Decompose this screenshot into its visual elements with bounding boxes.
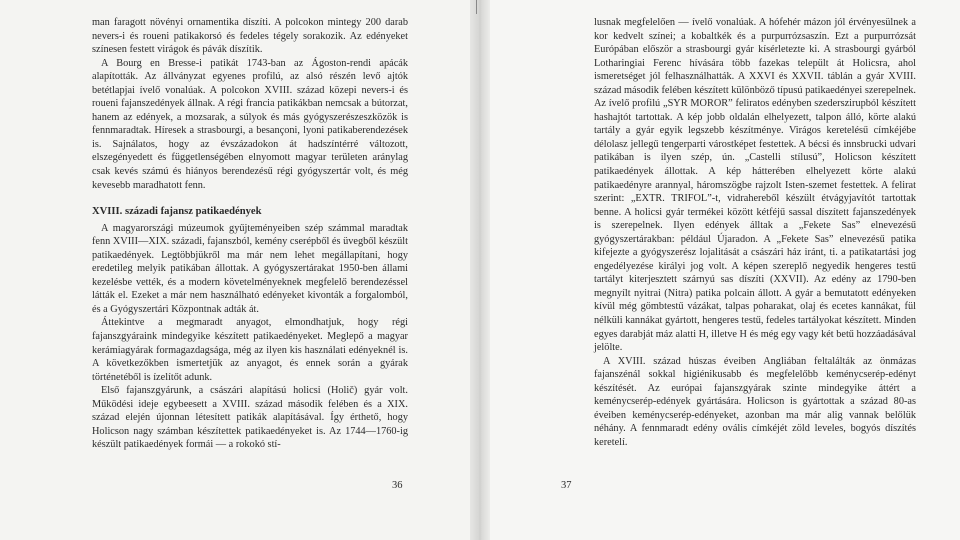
paragraph: A magyarországi múzeumok gyűjteményeiben szép számmal maradtak fenn XVIII—XIX. századi, fajanszból, kemény cserépből és üvegből készült patikaedények. Legtöbbjükről ma már nem lehet megállapítani, hogy eredetileg melyik patikában állottak. A gyógyszertárakat 1950-ben állami kezelésbe vették, és a modern követelményeknek megfelelő berendezéssel látták el. Ezeket a már nem használható edényeket kivonták a forgalomból, és a Gyógyszertári Központnak adták át. (92, 222, 408, 315)
right-text-column (594, 16, 916, 450)
page-number: 36 (392, 480, 403, 491)
page-number: 37 (561, 480, 572, 491)
left-text-column (92, 16, 408, 452)
paragraph: Áttekintve a megmaradt anyagot, elmondhatjuk, hogy régi fajanszgyáraink mindegyike készített patikaedényeket. Meglepő a magyar kerámiagyárak formagazdagsága, még az ilyen kis használati edényeknél is. A következőkben ismertetjük az anyagot, és ennek során a gyárak történetéből is ízelítőt adunk. (92, 317, 408, 383)
gutter-crease-mark (476, 0, 477, 14)
paragraph: A XVIII. század húszas éveiben Angliában feltalálták az önmázas fajanszénál sokkal higiénikusabb és megfelelőbb keménycserép-edényt készítését. Az európai fajanszgyárak szinte mindegyike áttért a keménycserép-edények gyártására. Holicson is gyártottak a század 80-as éveiben keménycserép-edényeket, azonban ma már alig vannak belőlük néhány. A fennmaradt edény ovális címkéjét zöld leveles, bogyós díszítés keretelí. (594, 355, 916, 448)
paragraph: lusnak megfelelően — ívelő vonalúak. A hófehér mázon jól érvényesülnek a kor kedvelt színei; a kobaltkék és a purpurrózsaszín. Ezt a purpurrózsát Európában először a strasbourgi gyár kísérletezte ki. A strasbourgi gyárból Lotharingiai Ferenc hívására több fazekas települt át Holicsra, ahol ismeretséget jól felhasználhatták. A XXVI és XXVII. táblán a gyár XVIII. század második felében készített különböző típusú patikaedényei szerepelnek. Az ívelő profilú „SYR MOROR” feliratos edényben szederszirupból készített hashajtót tartottak. A kép jobb oldalán elhelyezett, talpon álló, körte alakú tartály a gyár egyik legszebb készítménye. Virágos keretelésű címkéjébe délolasz jellegű tengerparti várostképet festettek. A bécsi és innsbrucki udvari patikában is ilyen szép, ún. „Castelli stílusú”, Holicson készített patikaedények állottak. A kép hátterében elhelyezett körte alakú patikaedényre arannyal, háromszögbe rajzolt Isten-szemet festettek. A felirat szerint: „EXTR. TRIFOL”-t, vidrahereből készült étvágyjavítót tartottak benne. A holicsi gyár termékei között kétféjű sassal díszített fajanszedények is szerepelnek. Ilyen edények álltak a „Fekete Sas” elnevezésű gyógyszertárakban: például Újaradon. A „Fekete Sas” elnevezésű patika kifejezte a gyógyszerész lojalitását a császári ház iránt, ti. a patikatartási jog engedélyezése királyi jog volt. A képen szereplő negyedik hengeres testű tartályt kiterjesztett szárnyú sas díszíti (XXVII). Az edény az 1790-ben megnyílt nyitrai (Nitra) patika polcain állott. A gyár a bemutatott edényeken kívül még gömbtestű vázákat, talpas poharakat, olaj és ecetes kannákat, fül nélküli kannákat gyártott, hengeres testű, fedeles tartályokat készített. Minden egyes darabját máz alatti H, illetve H és még egy vagy két betű hozzáadásával jelölte. (594, 17, 916, 354)
paragraph: Első fajanszgyárunk, a császári alapítású holicsi (Holič) gyár volt. Működési ideje egybeesett a XVIII. század második felében és a XIX. század elején újonnan létesített patikák alapításával. Így érthető, hogy Holicson nagy számban készítettek patikaedényeket is. Az 1744—1760-ig készült patikaedények formái — a rokokó stí- (92, 385, 408, 451)
paragraph: A Bourg en Bresse-i patikát 1743-ban az Ágoston-rendi apácák alapították. Az állványzat egyenes profilú, az alsó részén levő ajtók betétlapjai ívelő vonalúak. A polcokon XVIII. század közepi nevers-i és roueni fajanszedények állnak. A régi francia patikákban nemcsak a bútorzat, hanem az edények, a mozsarak, a súlyok és más gyógyszerészeszközök is fennmaradtak. Híresek a strasbourgi, a besançoni, lyoni patikaberendezések is. Sajnálatos, hogy az évszázadokon át hadszíntérré változott, elszegényedett és függetlenségében elnyomott magyar területen aránylag csak kevés számú és hiányos berendezésű régi gyógyszertár volt, és még kevesebb maradhatott fenn. (92, 57, 408, 191)
paragraph: man faragott növényi ornamentika díszíti. A polcokon mintegy 200 darab nevers-i és roueni patikakorsó és fedeles tégely sorakozik. Az edényeket színesen festett virágok és pávák díszítik. (92, 17, 408, 56)
section-heading: XVIII. századi fajansz patikaedények (92, 206, 262, 218)
book-gutter (470, 0, 490, 540)
